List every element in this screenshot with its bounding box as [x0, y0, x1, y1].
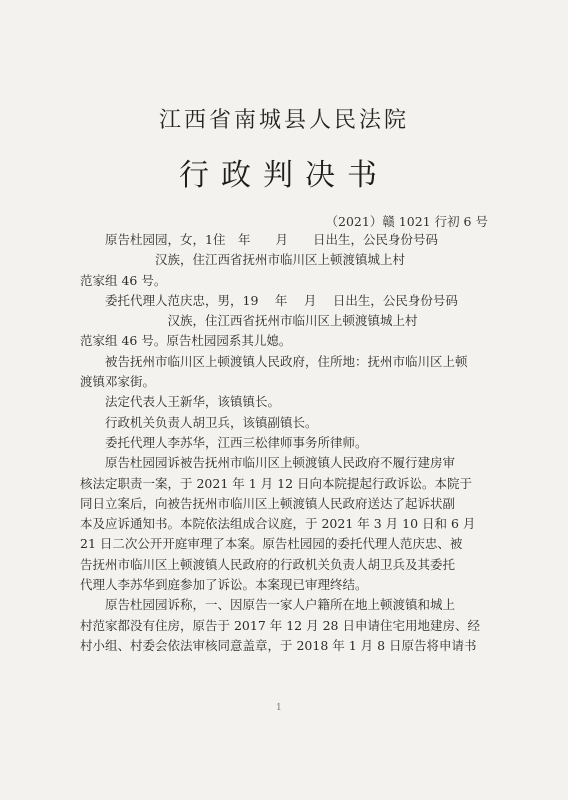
- paragraph: [80, 413, 492, 433]
- text-line: 核法定职责一案，于 2021 年 1 月 12 日向本院提起行政诉讼。本院于: [80, 475, 473, 491]
- case-number: （2021）赣 1021 行初 6 号: [325, 214, 488, 229]
- text-line: 同日立案后，向被告抚州市临川区上顿渡镇人民政府送达了起诉状副: [80, 495, 456, 511]
- text-line: 村小组、村委会依法审核同意盖章，于 2018 年 1 月 8 日原告将申请书: [80, 637, 477, 653]
- text-line: 行政机关负责人胡卫兵，该镇副镇长。: [105, 414, 318, 430]
- text-line: 汉族，住江西省抚州市临川区上顿渡镇城上村: [80, 313, 418, 329]
- text-line: 范家组 46 号。: [80, 272, 167, 288]
- text-line: 原告杜园园诉称，一、因原告一家人户籍所在地上顿渡镇和城上: [105, 597, 456, 613]
- text-line: 本及应诉通知书。本院依法组成合议庭，于 2021 年 3 月 10 日和 6 月: [80, 516, 476, 532]
- paragraph: [80, 433, 492, 453]
- text-line: 渡镇邓家街。: [80, 374, 156, 390]
- paragraph: [80, 352, 492, 393]
- text-line: 汉族，住江西省抚州市临川区上顿渡镇城上村: [80, 252, 406, 268]
- paragraph: [80, 230, 492, 291]
- text-line: 21 日二次公开开庭审理了本案。原告杜园园的委托代理人范庆忠、被: [80, 536, 463, 552]
- document-title: 行政判决书: [179, 158, 389, 193]
- paragraph: [80, 453, 492, 595]
- text-line: 代理人李苏华到庭参加了诉讼。本案现已审理终结。: [80, 577, 368, 593]
- text-line: 被告抚州市临川区上顿渡镇人民政府，住所地：抚州市临川区上顿: [105, 353, 468, 369]
- text-line: 原告杜园园，女，1住 年 月 日出生，公民身份号码: [105, 232, 438, 247]
- text-line: 法定代表人王新华，该镇镇长。: [105, 394, 281, 410]
- text-line: 委托代理人范庆忠，男，19 年 月 日出生，公民身份号码: [105, 292, 458, 308]
- text-line: 范家组 46 号。原告杜园园系其儿媳。: [80, 333, 292, 349]
- judgment-body: [80, 230, 492, 656]
- text-line: 委托代理人李苏华，江西三松律师事务所律师。: [105, 434, 368, 450]
- paragraph: [80, 392, 492, 412]
- text-line: 村范家都没有住房，原告于 2017 年 12 月 28 日申请住宅用地建房、经: [80, 617, 480, 633]
- paragraph: [80, 595, 492, 656]
- page-number: 1: [276, 703, 282, 713]
- text-line: 告抚州市临川区上顿渡镇人民政府的行政机关负责人胡卫兵及其委托: [80, 556, 456, 572]
- text-line: 原告杜园园诉被告抚州市临川区上顿渡镇人民政府不履行建房审: [105, 455, 456, 471]
- paragraph: [80, 291, 492, 352]
- court-name: 江西省南城县人民法院: [158, 108, 409, 133]
